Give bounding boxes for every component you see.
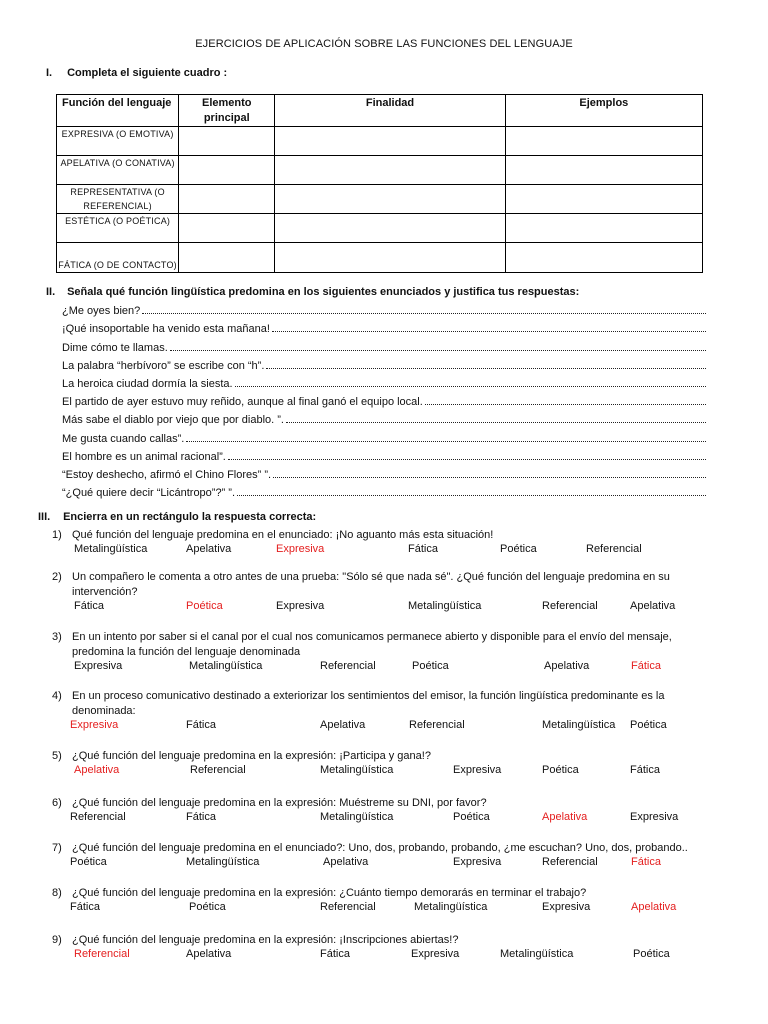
answer-option[interactable]: Referencial: [542, 600, 598, 612]
statement-line: [62, 321, 706, 337]
answer-blank-line[interactable]: [228, 450, 706, 460]
answer-blank-line[interactable]: [425, 395, 706, 405]
statement-line: [62, 485, 706, 501]
section-3-title: Encierra en un rectángulo la respuesta correcta:: [63, 511, 317, 523]
answer-option[interactable]: Referencial: [542, 856, 598, 868]
answer-option[interactable]: Metalingüística: [74, 543, 148, 555]
statement-text: Me gusta cuando callas”.: [62, 433, 185, 445]
answer-cell[interactable]: [179, 156, 275, 185]
answer-option[interactable]: Expresiva: [74, 660, 123, 672]
statement-line: [62, 394, 706, 410]
answer-option[interactable]: Expresiva: [542, 901, 591, 913]
answer-option[interactable]: Expresiva: [453, 856, 502, 868]
answer-option[interactable]: Expresiva: [411, 948, 460, 960]
answer-blank-line[interactable]: [272, 322, 706, 332]
question-number: 3): [52, 631, 62, 643]
answer-option[interactable]: Metalingüística: [500, 948, 574, 960]
answer-cell[interactable]: [505, 185, 702, 214]
answer-blank-line[interactable]: [273, 468, 706, 478]
answer-option-correct[interactable]: Apelativa: [631, 901, 677, 913]
question-text: Un compañero le comenta a otro antes de una prueba: "Sólo sé que nada sé". ¿Qué función del lenguaje predomina en su intervención?: [72, 571, 670, 598]
answer-blank-line[interactable]: [286, 413, 706, 423]
question-number: 5): [52, 750, 62, 762]
answer-option[interactable]: Referencial: [586, 543, 642, 555]
question-item: [52, 689, 712, 719]
section-2-number: II.: [46, 286, 56, 298]
answer-cell[interactable]: [275, 214, 505, 243]
question-number: 7): [52, 842, 62, 854]
question-number: 6): [52, 797, 62, 809]
statement-text: ¡Qué insoportable ha venido esta mañana!: [62, 323, 270, 335]
answer-blank-line[interactable]: [170, 341, 706, 351]
table-header: Ejemplos: [505, 95, 702, 127]
statement-text: La heroica ciudad dormía la siesta.: [62, 378, 233, 390]
answer-cell[interactable]: [275, 156, 505, 185]
answer-option[interactable]: Poética: [189, 901, 226, 913]
answer-option[interactable]: Metalingüística: [320, 764, 394, 776]
table-header: Finalidad: [275, 95, 505, 127]
statement-text: “¿Qué quiere decir “Licántropo”?” ”.: [62, 487, 236, 499]
answer-option[interactable]: Metalingüística: [186, 856, 260, 868]
question-item: [52, 749, 712, 764]
answer-option[interactable]: Expresiva: [276, 600, 325, 612]
answer-option[interactable]: Metalingüística: [408, 600, 482, 612]
answer-option-correct[interactable]: Apelativa: [74, 764, 120, 776]
answer-cell[interactable]: [275, 127, 505, 156]
statement-line: [62, 376, 706, 392]
question-text: ¿Qué función del lenguaje predomina en el enunciado?: Uno, dos, probando, probando, ¿me escuchan? Uno, dos, probando..: [72, 842, 688, 854]
answer-cell[interactable]: [179, 214, 275, 243]
answer-option[interactable]: Poética: [70, 856, 107, 868]
section-1-number: I.: [46, 67, 53, 79]
question-item: [52, 796, 712, 811]
answer-cell[interactable]: [505, 127, 702, 156]
answer-option[interactable]: Referencial: [320, 901, 376, 913]
answer-option-correct[interactable]: Poética: [186, 600, 223, 612]
answer-option-correct[interactable]: Fática: [631, 660, 661, 672]
question-text: ¿Qué función del lenguaje predomina en la expresión: ¿Cuánto tiempo demorarás en terminar el trabajo?: [72, 887, 587, 899]
answer-blank-line[interactable]: [186, 432, 706, 442]
statement-line: [62, 467, 706, 483]
question-number: 9): [52, 934, 62, 946]
answer-option[interactable]: Referencial: [190, 764, 246, 776]
answer-option-correct[interactable]: Apelativa: [542, 811, 588, 823]
answer-option[interactable]: Referencial: [409, 719, 465, 731]
section-1-heading: [46, 67, 227, 79]
statement-text: Dime cómo te llamas.: [62, 342, 168, 354]
answer-cell[interactable]: [275, 243, 505, 273]
question-text: ¿Qué función del lenguaje predomina en la expresión: ¡Inscripciones abiertas!?: [72, 934, 459, 946]
statement-line: [62, 412, 706, 428]
answer-blank-line[interactable]: [142, 304, 706, 314]
functions-table: [56, 94, 703, 273]
answer-option[interactable]: Referencial: [70, 811, 126, 823]
table-header: Función del lenguaje: [57, 95, 179, 127]
question-item: [52, 933, 712, 948]
section-3-heading: [38, 511, 316, 523]
section-1-title: Completa el siguiente cuadro :: [67, 67, 228, 79]
statement-line: [62, 358, 706, 374]
answer-cell[interactable]: [505, 156, 702, 185]
answer-option[interactable]: Fática: [186, 811, 216, 823]
question-item: [52, 528, 712, 543]
answer-option[interactable]: Fática: [408, 543, 438, 555]
answer-option-correct[interactable]: Expresiva: [276, 543, 325, 555]
question-number: 1): [52, 529, 62, 541]
question-number: 8): [52, 887, 62, 899]
document-title: EJERCICIOS DE APLICACIÓN SOBRE LAS FUNCIONES DEL LENGUAJE: [195, 38, 573, 50]
answer-option[interactable]: Poética: [630, 719, 667, 731]
function-name-cell: FÁTICA (O DE CONTACTO): [57, 243, 179, 273]
answer-option[interactable]: Metalingüística: [320, 811, 394, 823]
statement-line: [62, 303, 706, 319]
section-2-heading: [46, 286, 579, 298]
question-item: [52, 630, 712, 660]
statement-text: Más sabe el diablo por viejo que por diablo. ”.: [62, 414, 284, 426]
table-row: [57, 185, 703, 214]
statement-line: [62, 340, 706, 356]
function-name-cell: REPRESENTATIVA (O REFERENCIAL): [57, 185, 179, 214]
question-number: 4): [52, 690, 62, 702]
question-text: Qué función del lenguaje predomina en el enunciado: ¡No aguanto más esta situación!: [72, 529, 494, 541]
answer-blank-line[interactable]: [237, 486, 706, 496]
answer-option[interactable]: Poética: [453, 811, 490, 823]
answer-option[interactable]: Apelativa: [186, 543, 232, 555]
answer-option[interactable]: Apelativa: [544, 660, 590, 672]
table-row: [57, 214, 703, 243]
statement-text: El hombre es un animal racional”.: [62, 451, 226, 463]
answer-option[interactable]: Metalingüística: [542, 719, 616, 731]
question-item: [52, 570, 712, 600]
table-header: Elemento principal: [179, 95, 275, 127]
answer-option[interactable]: Expresiva: [630, 811, 679, 823]
statement-text: “Estoy deshecho, afirmó el Chino Flores” ”.: [62, 469, 272, 481]
section-3-number: III.: [38, 511, 51, 523]
answer-option[interactable]: Expresiva: [453, 764, 502, 776]
section-2-title: Señala qué función lingüística predomina en los siguientes enunciados y justifica tus respuestas:: [67, 286, 580, 298]
answer-option-correct[interactable]: Referencial: [74, 948, 130, 960]
answer-cell[interactable]: [275, 185, 505, 214]
answer-option-correct[interactable]: Expresiva: [70, 719, 119, 731]
answer-option[interactable]: Fática: [320, 948, 350, 960]
table-row: [57, 243, 703, 273]
statement-text: ¿Me oyes bien?: [62, 305, 141, 317]
answer-option[interactable]: Apelativa: [186, 948, 232, 960]
question-text: En un proceso comunicativo destinado a exteriorizar los sentimientos del emisor, la función lingüística predominante es la denominada:: [72, 690, 665, 717]
table-row: [57, 127, 703, 156]
function-name-cell: APELATIVA (O CONATIVA): [57, 156, 179, 185]
function-name-cell: ESTÉTICA (O POÉTICA): [57, 214, 179, 243]
function-name-cell: EXPRESIVA (O EMOTIVA): [57, 127, 179, 156]
answer-blank-line[interactable]: [235, 377, 706, 387]
answer-option[interactable]: Referencial: [320, 660, 376, 672]
question-text: ¿Qué función del lenguaje predomina en la expresión: ¡Participa y gana!?: [72, 750, 431, 762]
question-item: [52, 841, 712, 856]
answer-option[interactable]: Metalingüística: [189, 660, 263, 672]
question-text: En un intento por saber si el canal por el cual nos comunicamos permanece abierto y disponible para el envío del mensaje, predomina la función del lenguaje denominada: [72, 631, 672, 658]
statement-line: [62, 449, 706, 465]
answer-cell[interactable]: [505, 243, 702, 273]
answer-blank-line[interactable]: [266, 359, 706, 369]
answer-option[interactable]: Fática: [74, 600, 104, 612]
answer-cell[interactable]: [505, 214, 702, 243]
question-text: ¿Qué función del lenguaje predomina en la expresión: Muéstreme su DNI, por favor?: [72, 797, 487, 809]
answer-cell[interactable]: [179, 243, 275, 273]
answer-option[interactable]: Apelativa: [320, 719, 366, 731]
answer-option[interactable]: Poética: [542, 764, 579, 776]
answer-cell[interactable]: [179, 127, 275, 156]
statement-text: La palabra “herbívoro” se escribe con “h”.: [62, 360, 265, 372]
answer-option[interactable]: Metalingüística: [414, 901, 488, 913]
statement-text: El partido de ayer estuvo muy reñido, aunque al final ganó el equipo local.: [62, 396, 423, 408]
answer-option[interactable]: Apelativa: [630, 600, 676, 612]
question-item: [52, 886, 712, 901]
answer-option-correct[interactable]: Fática: [631, 856, 661, 868]
answer-option[interactable]: Fática: [630, 764, 660, 776]
statement-line: [62, 431, 706, 447]
answer-option[interactable]: Fática: [70, 901, 100, 913]
answer-cell[interactable]: [179, 185, 275, 214]
answer-option[interactable]: Poética: [633, 948, 670, 960]
table-header-row: [57, 95, 703, 127]
table-row: [57, 156, 703, 185]
answer-option[interactable]: Apelativa: [323, 856, 369, 868]
answer-option[interactable]: Poética: [412, 660, 449, 672]
answer-option[interactable]: Poética: [500, 543, 537, 555]
question-number: 2): [52, 571, 62, 583]
answer-option[interactable]: Fática: [186, 719, 216, 731]
